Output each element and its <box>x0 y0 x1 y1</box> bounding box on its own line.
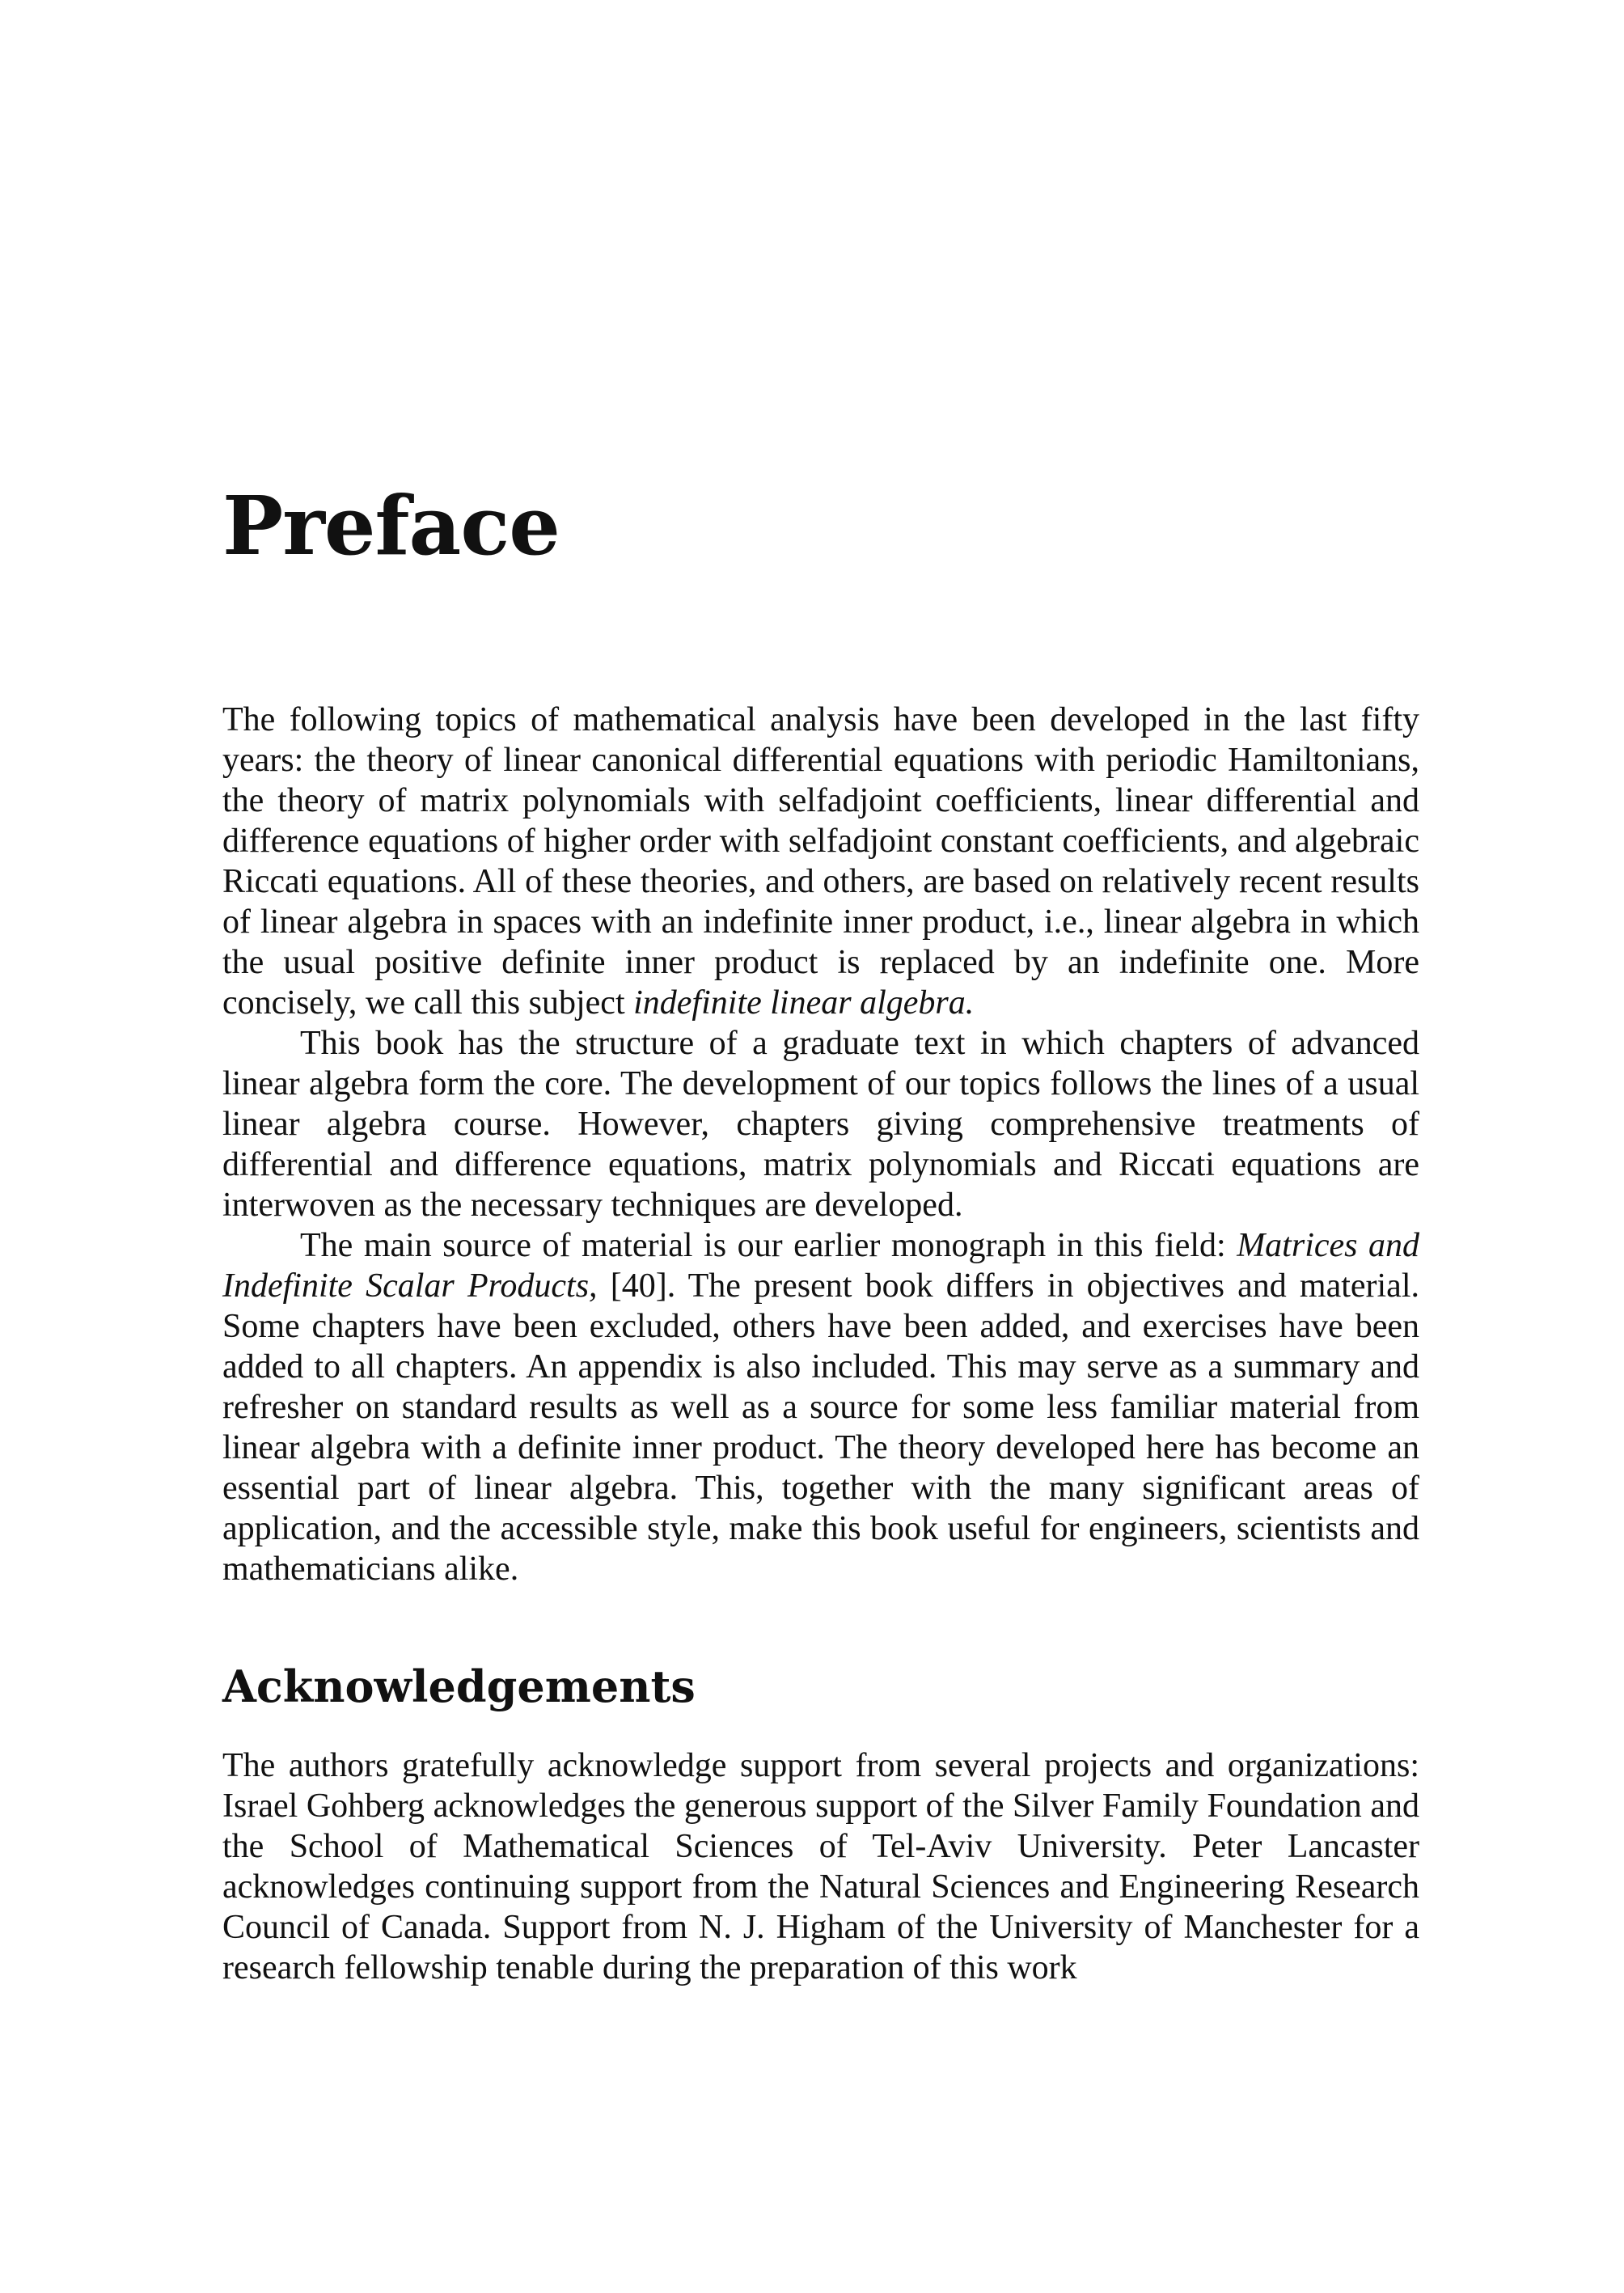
acknowledgements-paragraph: The authors gratefully acknowledge support from several projects and organizations: Israel Gohberg acknowledges the generous support of the Silver Family Foundation and the School of Mathematical Sciences of Tel-Aviv University. Peter Lancaster acknowledges continuing support from the Natural Sciences and Engineering Research Council of Canada. Support from N. J. Higham of the University of Manchester for a research fellowship tenable during the preparation of this work <box>222 1747 1419 1986</box>
preface-paragraph-3-text-after: [40]. The present book differs in objectives and material. Some chapters have been excluded, others have been added, and exercises have been added to all chapters. An appendix is also included. This may serve as a summary and refresher on standard results as well as a source for some less familiar material from linear algebra with a definite inner product. The theory developed here has become an essential part of linear algebra. This, together with the many significant areas of application, and the accessible style, make this book useful for engineers, scientists and mathematicians alike. <box>222 1267 1419 1588</box>
preface-paragraph-1-text: The following topics of mathematical analysis have been developed in the last fifty years: the theory of linear canonical differential equations with periodic Hamiltonians, the theory of matrix polynomials with selfadjoint coefficients, linear differential and difference equations of higher order with selfadjoint constant coefficients, and algebraic Riccati equations. All of these theories, and others, are based on relatively recent results of linear algebra in spaces with an indefinite inner product, i.e., linear algebra in which the usual positive definite inner product is replaced by an indefinite one. More concisely, we call this subject <box>222 701 1419 1022</box>
acknowledgements-heading: Acknowledgements <box>222 1661 696 1712</box>
acknowledgements-body <box>222 1745 1419 1988</box>
page-title: Preface <box>222 478 560 573</box>
preface-paragraph-2-text: This book has the structure of a graduate text in which chapters of advanced linear algebra form the core. The development of our topics follows the lines of a usual linear algebra course. However, chapters giving comprehensive treatments of differential and difference equations, matrix polynomials and Riccati equations are interwoven as the necessary techniques are developed. <box>222 1025 1419 1224</box>
preface-paragraph-1 <box>222 700 1419 1023</box>
preface-body <box>222 700 1419 1589</box>
preface-paragraph-1-italic: indefinite linear algebra. <box>633 984 975 1022</box>
preface-paragraph-2 <box>222 1023 1419 1225</box>
preface-paragraph-3-text-before: The main source of material is our earlier monograph in this field: <box>300 1227 1237 1264</box>
preface-paragraph-3-italic: Matrices and Indefinite Scalar Products, <box>222 1227 1420 1305</box>
preface-paragraph-3 <box>222 1225 1419 1589</box>
